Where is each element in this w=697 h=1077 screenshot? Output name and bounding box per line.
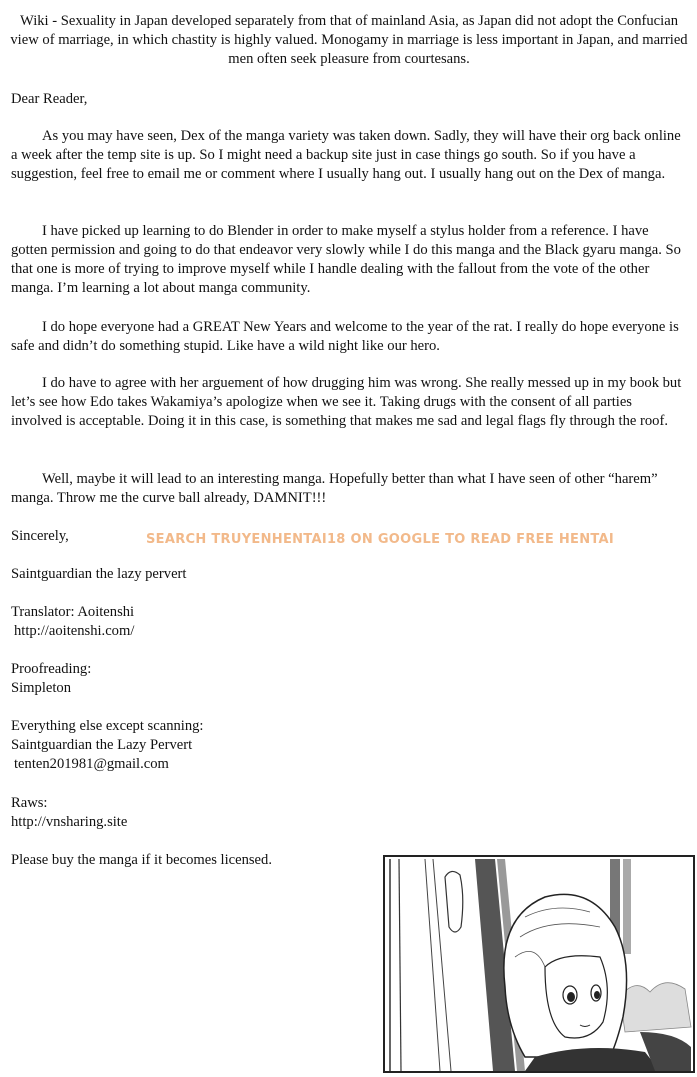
everything-else-credit xyxy=(11,717,686,774)
translator-link[interactable]: http://aoitenshi.com/ xyxy=(14,623,135,639)
raws-credit xyxy=(11,794,686,832)
signature: Saintguardian the lazy pervert xyxy=(11,566,187,582)
translator-credit xyxy=(11,603,686,641)
contact-email[interactable]: tenten201981@gmail.com xyxy=(14,756,169,772)
manga-girl-illustration xyxy=(385,857,693,1071)
paragraph-harem: Well, maybe it will lead to an interesting manga. Hopefully better than what I have seen of other “harem” manga. Throw me the curve ball already, DAMNIT!!! xyxy=(11,471,658,506)
proofreader-name: Simpleton xyxy=(11,680,71,696)
watermark-text: SEARCH TRUYENHENTAI18 ON GOOGLE TO READ FREE HENTAI xyxy=(146,532,615,547)
raws-label: Raws: xyxy=(11,795,48,811)
translator-label: Translator: Aoitenshi xyxy=(11,604,135,620)
proofreading-credit xyxy=(11,660,686,698)
everything-else-name: Saintguardian the Lazy Pervert xyxy=(11,737,193,753)
paragraph-blender: I have picked up learning to do Blender in order to make myself a stylus holder from a reference. I have gotten permission and going to do that endeavor very slowly while I do this manga and the Black gyaru manga. So that one is more of trying to improve myself while I handle dealing with the fallout from the vote of the other manga. I’m learning a lot about manga community. xyxy=(11,223,681,296)
raws-link[interactable]: http://vnsharing.site xyxy=(11,814,128,830)
paragraph-new-year: I do hope everyone had a GREAT New Years and welcome to the year of the rat. I really do hope everyone is safe and didn’t do something stupid. Like have a wild night like our hero. xyxy=(11,319,679,354)
wiki-note: Wiki - Sexuality in Japan developed separately from that of mainland Asia, as Japan did not adopt the Confucian view of marriage, in which chastity is highly valued. Monogamy in marriage is less important in Japan, and married men often seek pleasure from courtesans. xyxy=(10,13,688,67)
greeting: Dear Reader, xyxy=(11,91,88,107)
footer-note: Please buy the manga if it becomes licensed. xyxy=(11,852,272,868)
paragraph-drugging: I do have to agree with her arguement of how drugging him was wrong. She really messed up in my book but let’s see how Edo takes Wakamiya’s apologize when we see it. Taking drugs with the consent of all parties involved is acceptable. Doing it in this case, is something that makes me sad and legal flags fly through the roof. xyxy=(11,375,682,429)
everything-else-label: Everything else except scanning: xyxy=(11,718,204,734)
paragraph-dex: As you may have seen, Dex of the manga variety was taken down. Sadly, they will have their org back online a week after the temp site is up. So I might need a backup site just in case things go south. So if you have a suggestion, feel free to email me or comment where I usually hang out. I usually hang out on the Dex of manga. xyxy=(11,128,681,182)
manga-panel-image xyxy=(383,855,695,1073)
closing: Sincerely, xyxy=(11,528,69,544)
proofreading-label: Proofreading: xyxy=(11,661,92,677)
